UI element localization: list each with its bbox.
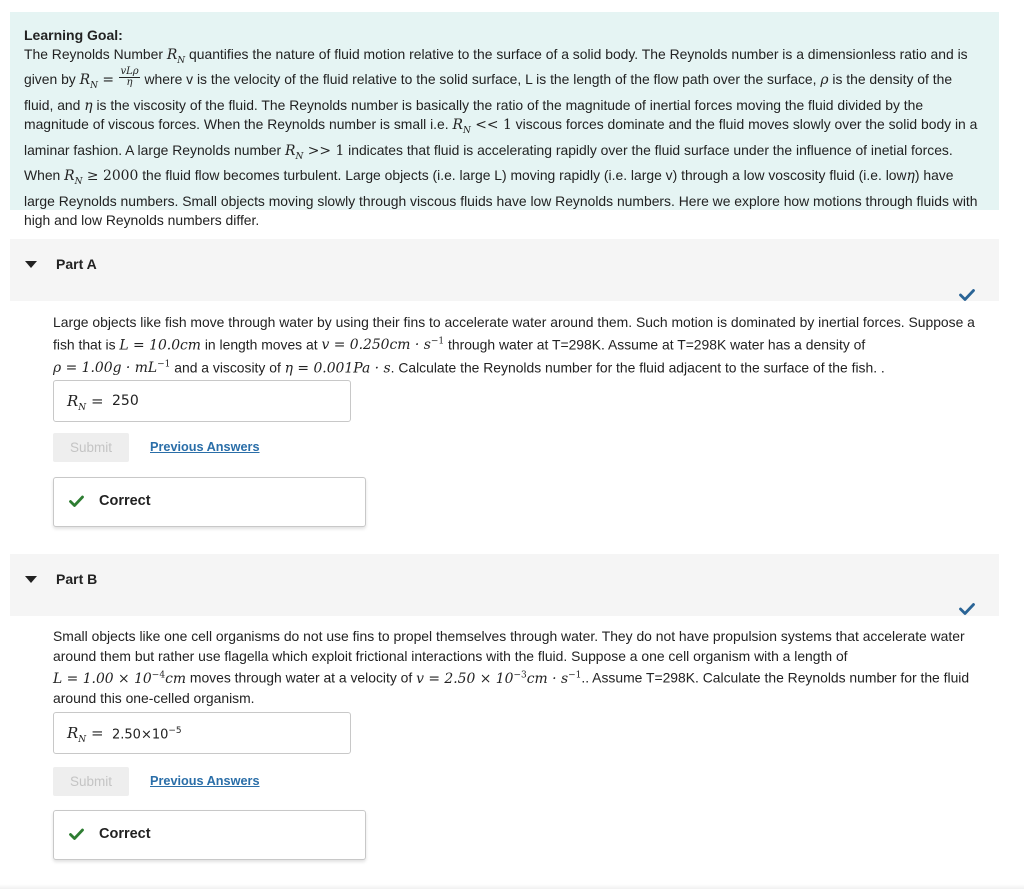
length-value: L = 10.0cm — [119, 337, 201, 354]
part-a-question: Large objects like fish move through water by using their fins to accelerate water around them. Such motion is dominated by inertial forces. Suppose a fish that is L = 10.0cm in length moves at $v = 0.250cm \cdot s^{-1}$ through water at T=298K. Assume at T=298K water has a density of $\rho = 1.00g \cdot mL^{-1}$ and a viscosity of η = 0.001Pa · s. Calculate the Reynolds number for the fluid adjacent to the surface of the fish. . — [53, 314, 975, 377]
viscosity-value: η = 0.001Pa · s — [284, 360, 391, 377]
answer-label: $R_N$ = — [67, 392, 104, 413]
correct-feedback — [53, 477, 366, 527]
submit-button[interactable]: Submit — [53, 433, 129, 462]
goal-text-11: ) have large Reynolds numbers. Small objects moving slowly through viscous fluids have low Reynolds numbers. Here we explore how motions through fluids with high and low Reynolds numbers differ. — [24, 167, 978, 228]
checkmark-icon — [959, 602, 975, 616]
rn-small: $R_N << 1$ — [452, 117, 512, 137]
goal-text-8: viscous forces dominate and the fluid moves slowly over the solid body in a laminar fashion. A large Reynolds number — [24, 116, 978, 158]
correct-label: Correct — [99, 493, 151, 509]
part-b-title: Part B — [56, 571, 98, 587]
learning-goal-title: Learning Goal: — [24, 27, 123, 43]
density-value: ρ = 1.00g · mL — [53, 360, 158, 377]
goal-text-3: is given by — [24, 45, 968, 88]
part-a-header[interactable] — [10, 239, 999, 301]
length-value: L = 1.00 × 10 — [53, 670, 152, 687]
eta-symbol: η — [84, 97, 93, 114]
answer-value: 250 — [112, 393, 139, 409]
learning-goal-panel — [10, 12, 999, 228]
part-b-question: Small objects like one cell organisms do not use fins to propel themselves through water. They do not have propulsion systems that accelerate water around them but rather use flagella which exploit frictional interactions with the fluid. Suppose a one cell organism with a length of $L = 1.00 \times 10^{-4}cm$ moves through water at a velocity of $v = 2.50 \times 10^{-3}cm \cdot s^{-1}$.. Assume T=298K. Calculate the Reynolds number for the fluid around this one-celled organism. — [53, 628, 970, 707]
answer-value: $2.50\times 10^{-5}$ — [112, 726, 182, 743]
goal-text-10: the fluid flow becomes turbulent. Large objects (i.e. large L) moving rapidly (i.e. large v) through a low voscosity fluid (i.e. low — [142, 167, 907, 184]
answer-label: $R_N$ = — [67, 724, 104, 745]
collapse-triangle-icon[interactable] — [25, 576, 37, 583]
goal-text-5: is the density of — [832, 71, 929, 88]
goal-text-7: is the viscosity of the fluid. The Reynolds number is basically the ratio of the magnitude of inertial forces moving the fluid divided by the magnitude of viscous forces. When the Reynolds number is small i.e. — [24, 96, 924, 133]
goal-text-6: the fluid, and — [24, 71, 953, 113]
velocity-value: v = 0.250cm · s — [321, 337, 431, 354]
correct-label: Correct — [99, 826, 151, 842]
checkmark-icon — [69, 495, 84, 508]
checkmark-icon — [959, 288, 975, 302]
rn-turbulent: $R_N \ge 2000$ — [64, 168, 139, 188]
learning-goal-text — [24, 45, 985, 230]
velocity-value: v = 2.50 × 10 — [416, 670, 514, 687]
part-b-answer-field[interactable] — [53, 712, 351, 754]
collapse-triangle-icon[interactable] — [25, 261, 37, 268]
goal-text-1: The Reynolds Number — [24, 45, 163, 62]
rn-symbol: $R_N$ — [166, 46, 186, 66]
part-a-answer-field[interactable] — [53, 380, 351, 422]
submit-button[interactable]: Submit — [53, 767, 129, 796]
goal-text-4: where v is the velocity of the fluid relative to the solid surface, L is the length of the flow path over the surface, — [144, 71, 817, 88]
page-bottom-edge — [0, 884, 1024, 889]
part-b-header[interactable] — [10, 554, 999, 616]
rn-formula: $R_N$ = $\frac{\text{vLρ}}{\eta}$ — [79, 65, 139, 91]
previous-answers-link[interactable]: Previous Answers — [150, 774, 260, 788]
correct-feedback — [53, 810, 366, 860]
eta-symbol-2: η — [906, 168, 915, 185]
previous-answers-link[interactable]: Previous Answers — [150, 440, 260, 454]
goal-text-2: quantifies the nature of fluid motion relative to the surface of a solid body. The Reynolds number is a dimensionless ratio and — [189, 45, 954, 62]
goal-text-9: indicates that fluid is accelerating rapidly over the fluid surface under the influence of inetial forces. When — [24, 141, 953, 184]
part-a-title: Part A — [56, 256, 97, 272]
rn-large: $R_N >> 1$ — [284, 142, 345, 162]
rho-symbol: ρ — [820, 72, 829, 89]
checkmark-icon — [69, 828, 84, 841]
